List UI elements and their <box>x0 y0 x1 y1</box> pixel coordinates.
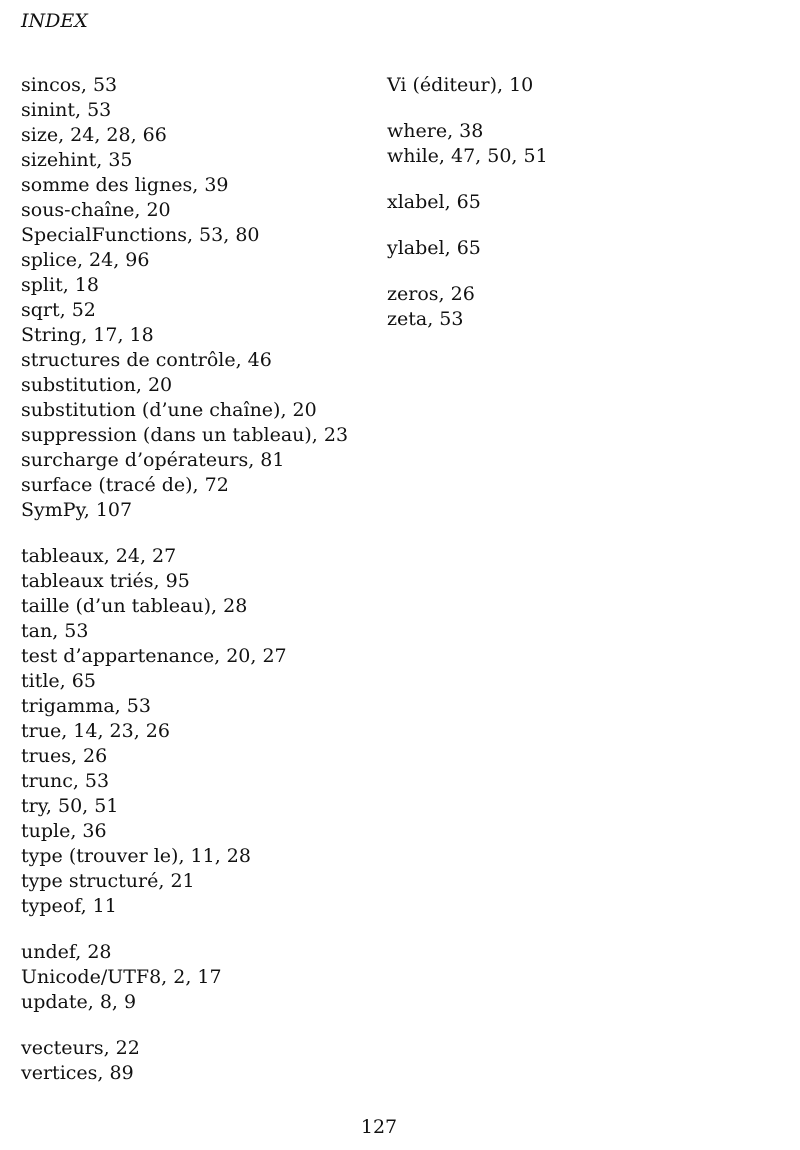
index-entry: update, 8, 9 <box>21 991 137 1013</box>
index-entry: sqrt, 52 <box>21 299 96 321</box>
index-entry: split, 18 <box>21 274 99 296</box>
index-entry: trunc, 53 <box>21 770 110 792</box>
index-entry: substitution, 20 <box>21 374 173 396</box>
index-entry: tableaux, 24, 27 <box>21 545 177 567</box>
index-entry: tan, 53 <box>21 620 89 642</box>
running-header-title: INDEX <box>21 10 88 32</box>
index-entry: tableaux triés, 95 <box>21 570 190 592</box>
index-entry: surcharge d’opérateurs, 81 <box>21 449 285 471</box>
index-entry: vecteurs, 22 <box>21 1037 140 1059</box>
index-entry: surface (tracé de), 72 <box>21 474 229 496</box>
index-right-column <box>387 73 767 353</box>
index-entry: undef, 28 <box>21 941 112 963</box>
page-number: 127 <box>360 1116 398 1138</box>
index-entry: where, 38 <box>387 120 484 142</box>
index-entry: sinint, 53 <box>21 99 112 121</box>
index-entry: substitution (d’une chaîne), 20 <box>21 399 317 421</box>
index-entry: test d’appartenance, 20, 27 <box>21 645 287 667</box>
index-entry: taille (d’un tableau), 28 <box>21 595 248 617</box>
index-entry: structures de contrôle, 46 <box>21 349 272 371</box>
index-entry: ylabel, 65 <box>387 237 481 259</box>
index-entry: try, 50, 51 <box>21 795 119 817</box>
index-entry: somme des lignes, 39 <box>21 174 229 196</box>
index-entry: while, 47, 50, 51 <box>387 145 548 167</box>
index-left-column <box>21 73 371 1107</box>
index-group-x <box>387 190 767 215</box>
index-group-w <box>387 119 767 169</box>
index-entry: type (trouver le), 11, 28 <box>21 845 251 867</box>
index-entry: size, 24, 28, 66 <box>21 124 167 146</box>
index-entry: title, 65 <box>21 670 96 692</box>
index-entry: sincos, 53 <box>21 74 118 96</box>
index-entry: vertices, 89 <box>21 1062 134 1084</box>
index-entry: trues, 26 <box>21 745 108 767</box>
index-entry: SymPy, 107 <box>21 499 133 521</box>
index-group-s <box>21 73 371 523</box>
index-entry: tuple, 36 <box>21 820 107 842</box>
index-group-z <box>387 282 767 332</box>
index-entry: Vi (éditeur), 10 <box>387 74 534 96</box>
index-entry: typeof, 11 <box>21 895 117 917</box>
index-entry: zeta, 53 <box>387 308 464 330</box>
index-entry: true, 14, 23, 26 <box>21 720 170 742</box>
index-entry: String, 17, 18 <box>21 324 154 346</box>
index-group-v-right <box>387 73 767 98</box>
index-entry: suppression (dans un tableau), 23 <box>21 424 349 446</box>
index-entry: sizehint, 35 <box>21 149 133 171</box>
index-entry: SpecialFunctions, 53, 80 <box>21 224 260 246</box>
index-group-y <box>387 236 767 261</box>
index-entry: type structuré, 21 <box>21 870 195 892</box>
index-entry: splice, 24, 96 <box>21 249 150 271</box>
index-group-u <box>21 940 371 1015</box>
index-group-v-left <box>21 1036 371 1086</box>
index-entry: sous-chaîne, 20 <box>21 199 171 221</box>
index-entry: Unicode/UTF8, 2, 17 <box>21 966 222 988</box>
index-entry: zeros, 26 <box>387 283 475 305</box>
index-group-t <box>21 544 371 919</box>
index-entry: trigamma, 53 <box>21 695 151 717</box>
index-entry: xlabel, 65 <box>387 191 481 213</box>
